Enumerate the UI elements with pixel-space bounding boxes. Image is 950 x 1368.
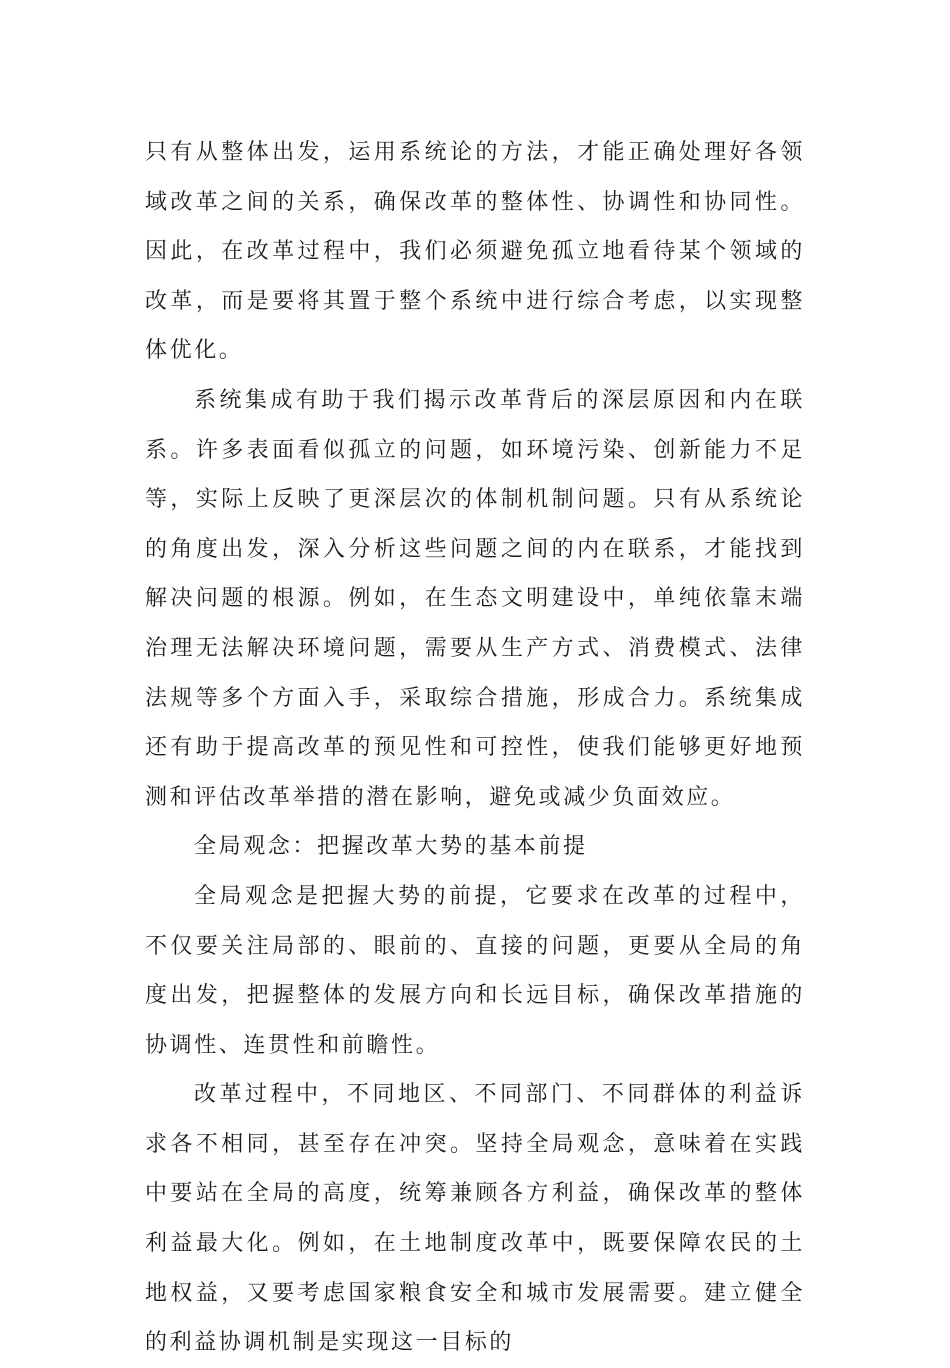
paragraph-global-view: 全局观念是把握大势的前提，它要求在改革的过程中，不仅要关注局部的、眼前的、直接的问题，更要从全局的角度出发，把握整体的发展方向和长远目标，确保改革措施的协调性、连贯性和前瞻性。 bbox=[145, 883, 805, 1058]
paragraph-system-integration: 系统集成有助于我们揭示改革背后的深层原因和内在联系。许多表面看似孤立的问题，如环境污染、创新能力不足等，实际上反映了更深层次的体制机制问题。只有从系统论的角度出发，深入分析这些问题之间的内在联系，才能找到解决问题的根源。例如，在生态文明建设中，单纯依靠末端治理无法解决环境问题，需要从生产方式、消费模式、法律法规等多个方面入手，采取综合措施，形成合力。系统集成还有助于提高改革的预见性和可控性，使我们能够更好地预测和评估改革举措的潜在影响，避免或减少负面效应。 bbox=[145, 387, 805, 810]
paragraph-interests: 改革过程中，不同地区、不同部门、不同群体的利益诉求各不相同，甚至存在冲突。坚持全局观念，意味着在实践中要站在全局的高度，统筹兼顾各方利益，确保改革的整体利益最大化。例如，在土地制度改革中，既要保障农民的土地权益，又要考虑国家粮食安全和城市发展需要。建立健全的利益协调机制是实现这一目标的 bbox=[145, 1082, 805, 1356]
document-body bbox=[145, 128, 805, 1368]
section-heading: 全局观念：把握改革大势的基本前提 bbox=[194, 834, 588, 860]
paragraph-continuation: 只有从整体出发，运用系统论的方法，才能正确处理好各领域改革之间的关系，确保改革的整体性、协调性和协同性。因此，在改革过程中，我们必须避免孤立地看待某个领域的改革，而是要将其置于整个系统中进行综合考虑，以实现整体优化。 bbox=[145, 140, 805, 364]
